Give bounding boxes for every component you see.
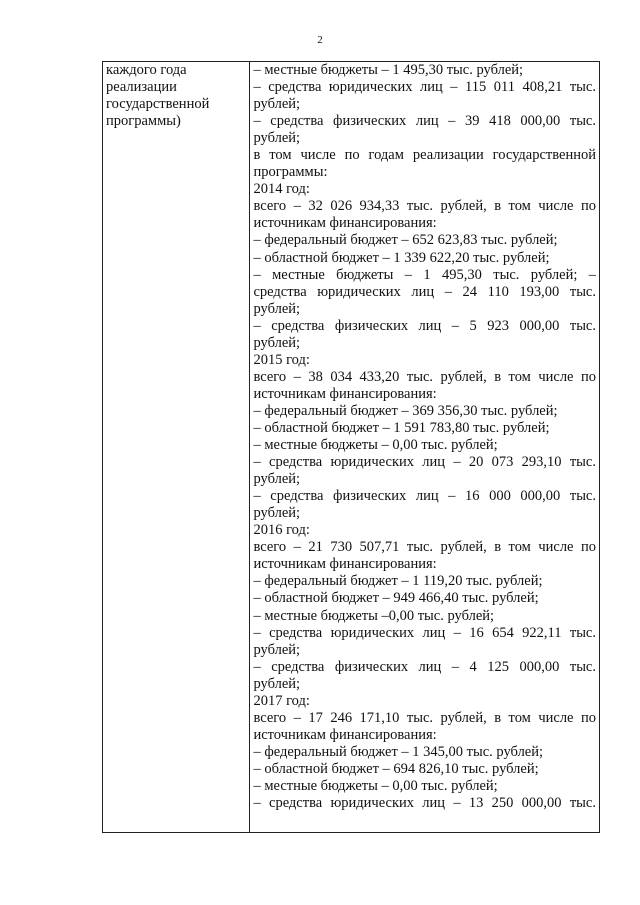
funding-line: 2017 год:	[253, 692, 310, 709]
funding-line: источникам финансирования:	[253, 215, 437, 232]
table-row	[103, 62, 600, 833]
funding-line: – федеральный бюджет – 369 356,30 тыс. рублей;	[253, 402, 558, 419]
page-number: 2	[317, 34, 323, 46]
funding-line: рублей;	[253, 505, 301, 522]
funding-line: – областной бюджет – 949 466,40 тыс. рублей;	[253, 590, 539, 607]
funding-line: – федеральный бюджет – 652 623,83 тыс. рублей;	[253, 232, 558, 249]
funding-line: всего – 38 034 433,20 тыс. рублей, в том числе по	[253, 368, 596, 385]
label-cell	[103, 62, 250, 833]
funding-cell	[250, 62, 600, 833]
funding-line: всего – 32 026 934,33 тыс. рублей, в том числе по	[253, 198, 596, 215]
funding-line: программы:	[253, 164, 328, 181]
funding-line: в том числе по годам реализации государственной	[253, 147, 596, 164]
funding-line: источникам финансирования:	[253, 385, 437, 402]
funding-line: рублей;	[253, 334, 301, 351]
funding-line: – средства юридических лиц – 13 250 000,00 тыс.	[253, 795, 596, 812]
funding-line: – местные бюджеты – 0,00 тыс. рублей;	[253, 437, 498, 454]
funding-line: – средства физических лиц – 16 000 000,00 тыс.	[253, 488, 596, 505]
funding-line: рублей;	[253, 641, 301, 658]
funding-line: источникам финансирования:	[253, 556, 437, 573]
funding-line: рублей;	[253, 300, 301, 317]
funding-line: средства юридических лиц – 24 110 193,00 тыс.	[253, 283, 596, 300]
label-cell-text: каждого года реализации государственной программы)	[106, 62, 210, 130]
funding-line: – местные бюджеты – 0,00 тыс. рублей;	[253, 777, 498, 794]
funding-line: 2016 год:	[253, 522, 310, 539]
funding-line: – средства юридических лиц – 115 011 408,21 тыс.	[253, 79, 596, 96]
funding-line: – средства физических лиц – 4 125 000,00 тыс.	[253, 658, 596, 675]
funding-line: – местные бюджеты – 1 495,30 тыс. рублей; –	[253, 266, 596, 283]
funding-line: рублей;	[253, 96, 301, 113]
funding-line: рублей;	[253, 471, 301, 488]
funding-line: всего – 21 730 507,71 тыс. рублей, в том числе по	[253, 539, 596, 556]
funding-line: рублей;	[253, 675, 301, 692]
funding-line: – областной бюджет – 1 339 622,20 тыс. рублей;	[253, 249, 550, 266]
funding-line: 2014 год:	[253, 181, 310, 198]
funding-line: – областной бюджет – 1 591 783,80 тыс. рублей;	[253, 419, 550, 436]
funding-line: – федеральный бюджет – 1 119,20 тыс. рублей;	[253, 573, 543, 590]
funding-line: – местные бюджеты –0,00 тыс. рублей;	[253, 607, 495, 624]
funding-line: – средства физических лиц – 5 923 000,00 тыс.	[253, 317, 596, 334]
funding-line: 2015 год:	[253, 351, 310, 368]
funding-line: рублей;	[253, 130, 301, 147]
funding-line: – средства юридических лиц – 20 073 293,10 тыс.	[253, 454, 596, 471]
funding-lines	[253, 62, 596, 832]
funding-line: – местные бюджеты – 1 495,30 тыс. рублей;	[253, 62, 524, 78]
program-funding-table	[102, 61, 600, 833]
funding-line: всего – 17 246 171,10 тыс. рублей, в том числе по	[253, 709, 596, 726]
funding-line: источникам финансирования:	[253, 726, 437, 743]
funding-line: – средства юридических лиц – 16 654 922,11 тыс.	[253, 624, 596, 641]
funding-line: – федеральный бюджет – 1 345,00 тыс. рублей;	[253, 743, 544, 760]
funding-line: – областной бюджет – 694 826,10 тыс. рублей;	[253, 760, 539, 777]
funding-line: – средства физических лиц – 39 418 000,00 тыс.	[253, 113, 596, 130]
